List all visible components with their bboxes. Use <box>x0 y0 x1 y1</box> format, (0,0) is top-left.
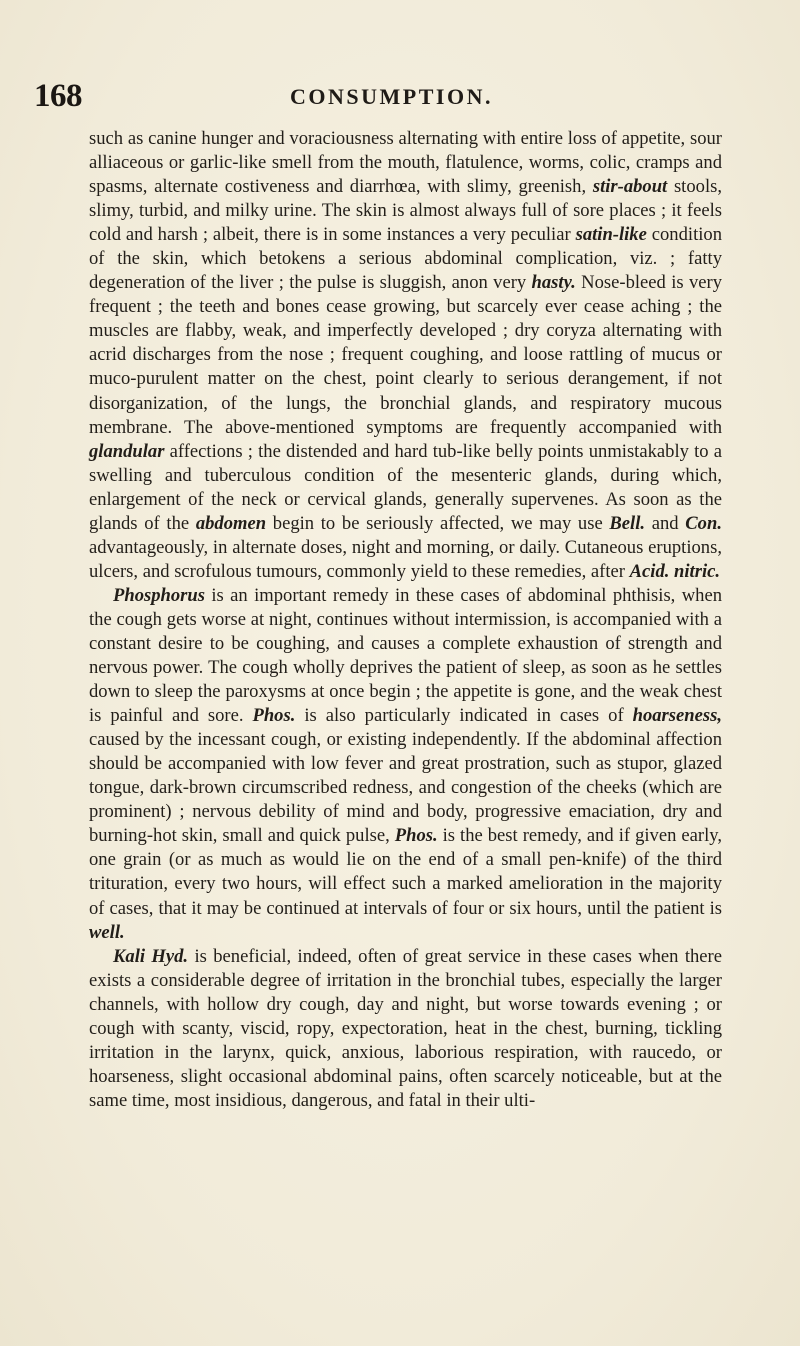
text-run: and <box>645 512 686 534</box>
italic-term: stir-about <box>592 176 668 198</box>
italic-term: Phos. <box>394 825 438 847</box>
italic-term: satin-like <box>575 224 647 246</box>
italic-term: Con. <box>685 512 722 534</box>
text-run: advantageously, in alternate doses, night and morning, or daily. Cutaneous eruptions, ulcers, and scrofulous tumours, commonly yield to these remedies, after <box>89 536 722 582</box>
italic-term: Kali Hyd. <box>113 945 189 967</box>
italic-term: Bell. <box>609 512 646 534</box>
text-run: is the best remedy, and if given early, one grain (or as much as would lie on the end of a small pen-knife) of the third trituration, every two hours, will effect such a marked amelioration in the majority of cases, that it may be continued at intervals of four or six hours, until the patient is <box>89 825 722 919</box>
italic-term: hasty. <box>531 272 576 294</box>
text-run: condition of the skin, which betokens a serious abdominal complication, viz. ; fatty degeneration of the liver ; the pulse is sluggish, anon very <box>89 224 722 294</box>
italic-term: glandular <box>89 440 165 462</box>
body-text <box>89 127 722 1113</box>
paragraph-1 <box>89 127 722 584</box>
italic-term: abdomen <box>195 512 267 534</box>
text-run: affections ; the distended and hard tub-like belly points unmistakably to a swelling and tuberculous condition of the mesenteric glands, during which, enlargement of the neck or cervical glands, generally supervenes. As soon as the glands of the <box>89 440 722 534</box>
italic-term: Phos. <box>252 705 296 727</box>
page-header <box>34 76 749 116</box>
text-run: is beneficial, indeed, often of great service in these cases when there exists a considerable degree of irritation in the bronchial tubes, especially the larger channels, with hollow dry cough, day and night, but worse towards evening ; or cough with scanty, viscid, ropy, expectoration, heat in the chest, burning, tickling irritation in the larynx, quick, anxious, laborious respiration, with raucedo, or hoarseness, slight occasional abdominal pains, often scarcely noticeable, but at the same time, most insidious, dangerous, and fatal in their ulti- <box>89 945 723 1111</box>
running-title: CONSUMPTION. <box>290 84 493 109</box>
text-run: stools, slimy, turbid, and milky urine. The skin is almost always full of sore places ; it feels cold and harsh ; albeit, there is in some instances a very peculiar <box>89 176 722 246</box>
text-run: such as canine hunger and voraciousness alternating with entire loss of appetite, sour alliaceous or garlic-like smell from the mouth, flatulence, worms, colic, cramps and spasms, alternate costiveness and diarrhœa, with slimy, greenish, <box>89 128 722 198</box>
paragraph-2 <box>89 584 722 945</box>
text-run: is also particularly indicated in cases of <box>295 705 633 727</box>
italic-term: well. <box>89 921 125 943</box>
paragraph-3 <box>89 945 722 1113</box>
italic-term: Phosphorus <box>113 584 205 606</box>
text-run: Nose-bleed is very frequent ; the teeth and bones cease growing, but scarcely ever cease aching ; the muscles are flabby, weak, and imperfectly developed ; dry coryza alternating with acrid discharges from the nose ; frequent coughing, and loose rattling of mucus or muco-purulent matter on the chest, point clearly to serious derangement, if not disorganization, of the lungs, the bronchial glands, and respiratory mucous membrane. The above-mentioned symptoms are frequently accompanied with <box>89 272 722 438</box>
italic-term: Acid. nitric. <box>629 560 721 582</box>
text-run: is an important remedy in these cases of abdominal phthisis, when the cough gets worse at night, continues without intermission, is accompanied with a constant desire to be coughing, and causes a complete exhaustion of strength and nervous power. The cough wholly deprives the patient of sleep, as soon as he settles down to sleep the paroxysms at once begin ; the appetite is gone, and the weak chest is painful and sore. <box>89 584 722 727</box>
italic-term: hoarseness, <box>632 705 722 727</box>
page-number: 168 <box>34 78 82 114</box>
text-run: caused by the incessant cough, or existing independently. If the abdominal affection should be accompanied with low fever and great prostration, such as stupor, glazed tongue, dark-brown circumscribed redness, and congestion of the cheeks (which are prominent) ; nervous debility of mind and body, progressive emaciation, dry and burning-hot skin, small and quick pulse, <box>89 729 722 847</box>
text-run: begin to be seriously affected, we may use <box>266 512 610 534</box>
